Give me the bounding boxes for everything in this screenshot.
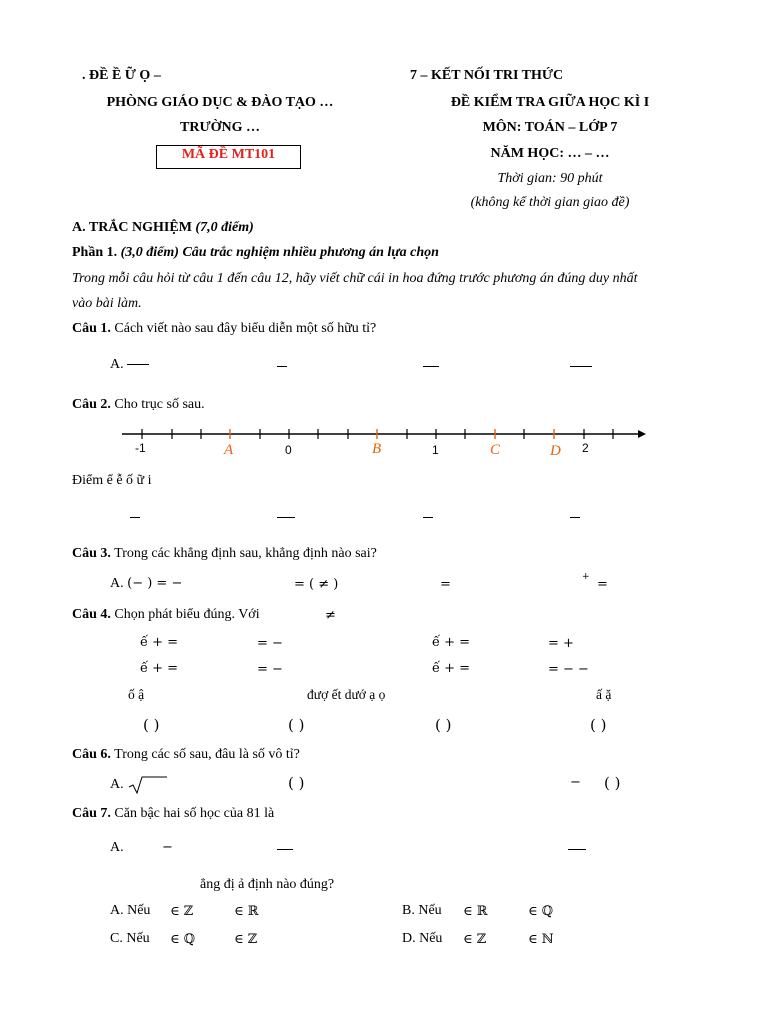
question-4 xyxy=(72,607,260,623)
question-2 xyxy=(72,397,205,413)
question-6 xyxy=(72,747,300,763)
q8-option-a-cond: ∈ ℤ xyxy=(170,904,194,919)
subject: MÔN: TOÁN – LỚP 7 xyxy=(482,120,618,135)
tick-label-neg1: -1 xyxy=(135,441,146,455)
q5-fragment-3: ấ ặ xyxy=(596,687,612,702)
q2-stem: Điểm ể ễ ố ữ i xyxy=(72,473,152,488)
part1-instruction-2: vào bài làm. xyxy=(72,296,142,311)
q5-option-b: ( ) xyxy=(288,716,305,734)
q1-label: Câu 1. xyxy=(72,321,111,336)
q8-option-d-label: D. Nếu xyxy=(402,931,443,946)
square-root-icon xyxy=(127,775,169,795)
q3-option-a-label: A. xyxy=(110,576,124,591)
q3-label: Câu 3. xyxy=(72,546,111,561)
q1-text: Cách viết nào sau đây biểu diễn một số hữu tỉ? xyxy=(114,321,377,336)
section-a-points: (7,0 điểm) xyxy=(195,220,254,235)
fraction-bar xyxy=(423,366,439,367)
q5-option-d: ( ) xyxy=(590,716,607,734)
question-7 xyxy=(72,806,274,822)
fraction-bar xyxy=(277,517,295,518)
school-year: NĂM HỌC: … – … xyxy=(490,146,610,161)
fraction-bar xyxy=(127,364,149,365)
section-a-title xyxy=(72,220,254,236)
question-1 xyxy=(72,321,376,337)
fraction-bar xyxy=(277,366,287,367)
q3-option-b: = ( ≠ ) xyxy=(294,577,339,592)
q6-label: Câu 6. xyxy=(72,747,111,762)
q4-option-c-left: ế + = xyxy=(140,661,179,676)
point-label-d: D xyxy=(550,443,561,459)
q8-option-a-label: A. Nếu xyxy=(110,903,151,918)
point-label-c: C xyxy=(490,442,501,458)
exam-title: ĐỀ KIỂM TRA GIỮA HỌC KÌ I xyxy=(450,95,650,110)
part1-desc: (3,0 điểm) Câu trắc nghiệm nhiều phương án lựa chọn xyxy=(120,245,439,260)
q6-option-d-minus: − xyxy=(570,775,581,790)
exam-code-box: MÃ ĐỀ MT101 xyxy=(156,145,301,169)
q3-option-a: A. (− ) = − xyxy=(110,576,183,591)
q1-option-a-label: A. xyxy=(110,357,124,372)
q8-stem: ẳng đị ả định nào đúng? xyxy=(200,877,335,892)
part1-heading xyxy=(72,245,439,261)
fraction-bar xyxy=(570,366,592,367)
q4-option-d-left: ế + = xyxy=(432,661,471,676)
q5-fragment-2: đượ ết dướ ạ ọ xyxy=(307,687,386,702)
tick-label-2: 2 xyxy=(582,441,589,455)
q4-option-b-right: = + xyxy=(548,636,574,651)
q4-option-a-left: ế + = xyxy=(140,635,179,650)
q4-option-a-right: = − xyxy=(257,636,283,651)
q4-option-c-right: = − xyxy=(257,662,283,677)
q8-option-b-label: B. Nếu xyxy=(402,903,442,918)
time-note: (không kể thời gian giao đề) xyxy=(470,195,630,210)
q6-text: Trong các số sau, đâu là số vô tỉ? xyxy=(114,747,300,762)
header-top-left: . ĐỀ Ề Ữ Ọ – xyxy=(82,68,161,83)
q7-option-a-minus: − xyxy=(162,840,173,855)
part1-instruction-1: Trong mỗi câu hỏi từ câu 1 đến câu 12, hãy viết chữ cái in hoa đứng trước phương án đúng duy nhất xyxy=(72,271,638,286)
q6-option-a-label: A. xyxy=(110,777,124,793)
question-3 xyxy=(72,546,377,562)
q8-option-a-result: ∈ ℝ xyxy=(234,904,259,919)
q5-option-a: ( ) xyxy=(143,716,160,734)
q8-option-d-result: ∈ ℕ xyxy=(528,932,554,947)
fraction-bar xyxy=(570,517,580,518)
tick-label-0: 0 xyxy=(285,443,292,457)
q8-option-d-cond: ∈ ℤ xyxy=(463,932,487,947)
number-line-arrow xyxy=(638,430,646,438)
exam-time: Thời gian: 90 phút xyxy=(497,171,603,186)
q3-option-c: = xyxy=(440,577,451,592)
q3-option-d-sup: + xyxy=(582,572,590,582)
q1-option-a xyxy=(110,357,149,373)
q8-option-b-result: ∈ ℚ xyxy=(528,904,554,919)
q8-option-c-cond: ∈ ℚ xyxy=(170,932,196,947)
q3-text: Trong các khẳng định sau, khẳng định nào sai? xyxy=(114,546,377,561)
q3-option-d: = xyxy=(597,577,608,592)
section-a-label: A. TRẮC NGHIỆM xyxy=(72,220,192,235)
q4-neq: ≠ xyxy=(325,608,336,623)
q4-option-b-left: ế + = xyxy=(432,635,471,650)
q2-text: Cho trục số sau. xyxy=(114,397,205,412)
school-name: TRƯỜNG … xyxy=(180,120,260,135)
q4-label: Câu 4. xyxy=(72,607,111,622)
q4-option-d-right: = − − xyxy=(548,662,589,677)
q2-label: Câu 2. xyxy=(72,397,111,412)
point-label-b: B xyxy=(372,441,382,457)
q4-text: Chọn phát biểu đúng. Với xyxy=(114,607,260,622)
fraction-bar xyxy=(130,517,140,518)
fraction-bar xyxy=(423,517,433,518)
department: PHÒNG GIÁO DỤC & ĐÀO TẠO … xyxy=(106,95,334,110)
fraction-bar xyxy=(277,849,293,850)
header-top-right: 7 – KẾT NỐI TRI THỨC xyxy=(410,68,564,83)
q5-option-c: ( ) xyxy=(435,716,452,734)
q6-option-b: ( ) xyxy=(288,774,305,792)
q7-text: Căn bậc hai số học của 81 là xyxy=(114,806,275,821)
number-line xyxy=(120,424,650,464)
point-label-a: A xyxy=(224,442,234,458)
q8-option-c-label: C. Nếu xyxy=(110,931,150,946)
tick-label-1: 1 xyxy=(432,443,439,457)
part1-label: Phần 1. xyxy=(72,245,118,260)
q7-label: Câu 7. xyxy=(72,806,111,821)
fraction-bar xyxy=(568,849,586,850)
q8-option-c-result: ∈ ℤ xyxy=(234,932,258,947)
q6-option-d: ( ) xyxy=(604,774,621,792)
q7-option-a-label: A. xyxy=(110,840,124,855)
q6-option-a xyxy=(110,775,169,795)
q8-option-b-cond: ∈ ℝ xyxy=(463,904,488,919)
q5-fragment-1: ố ậ xyxy=(128,687,145,702)
